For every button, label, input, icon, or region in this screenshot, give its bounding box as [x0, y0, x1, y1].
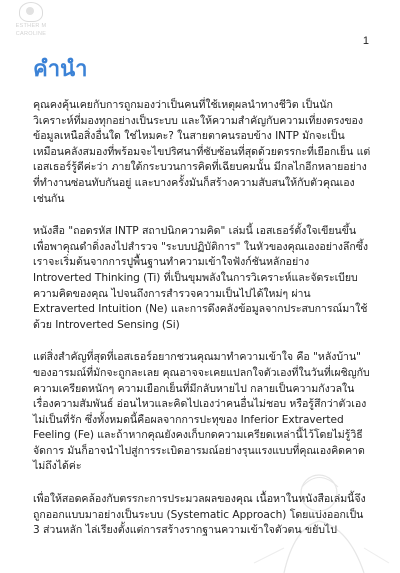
paragraph-1: คุณคงคุ้นเคยกับการถูกมองว่าเป็นคนที่ใช้เหตุผลนำทางชีวิต เป็นนักวิเคราะห์ที่มองทุกอย่างเป็นระบบ และให้ความสำคัญกับความเที่ยงตรงของข้อมูลเหนือสิ่งอื่นใด ใช่ไหมคะ? ในสายตาคนรอบข้าง INTP มักจะเป็นเหมือนคลังสมองที่พร้อมจะไขปริศนาที่ซับซ้อนที่สุดด้วยตรรกะที่เยือกเย็น แต่เอสเธอร์รู้ดีค่ะว่า ภายใต้กระบวนการคิดที่เฉียบคมนั้น มีกลไกอีกหลายอย่างที่ทำงานซ่อนทับกันอยู่ และบางครั้งมันก็สร้างความสับสนให้กับตัวคุณเองเช่นกัน: [33, 99, 371, 205]
page-title: คำนำ: [33, 57, 88, 82]
paragraph-2: หนังสือ "ถอดรหัส INTP สถาปนิกความคิด" เล่มนี้ เอสเธอร์ตั้งใจเขียนขึ้นเพื่อพาคุณดำดิ่งลงไปสำรวจ "ระบบปฏิบัติการ" ในหัวของคุณเองอย่างลึกซึ้ง เราจะเริ่มต้นจากการปูพื้นฐานทำความเข้าใจฟังก์ชันหลักอย่าง Introverted Thinking (Ti) ที่เป็นขุมพลังในการวิเคราะห์และจัดระเบียบความคิดของคุณ ไปจนถึงการสำรวจความเป็นไปได้ใหม่ๆ ผ่าน Extraverted Intuition (Ne) และการดึงคลังข้อมูลจากประสบการณ์มาใช้ด้วย Introverted Sensing (Si): [33, 225, 368, 331]
logo-text-line2: CAROLINE: [15, 30, 47, 37]
page-number: 1: [362, 35, 369, 47]
brand-logo: [4, 2, 58, 37]
logo-icon: [19, 2, 43, 22]
logo-text-line1: ESTHER M: [15, 23, 47, 29]
paragraph-3: แต่สิ่งสำคัญที่สุดที่เอสเธอร์อยากชวนคุณมาทำความเข้าใจ คือ "หลังบ้าน" ของอารมณ์ที่มักจะถูกละเลย คุณอาจจะเคยแปลกใจตัวเองที่ในวันที่เผชิญกับความเครียดหนักๆ ความเยือกเย็นที่มีกลับหายไป กลายเป็นความกังวลในเรื่องความสัมพันธ์ อ่อนไหวและคิดไปเองว่าคนอื่นไม่ชอบ หรือรู้สึกว่าตัวเองไม่เป็นที่รัก ซึ่งทั้งหมดนี้คือผลจากการปะทุของ Inferior Extraverted Feeling (Fe) และถ้าหากคุณยังคงเก็บกดความเครียดเหล่านี้ไว้โดยไม่รู้วิธีจัดการ มันก็อาจนำไปสู่การระเบิดอารมณ์อย่างรุนแรงแบบที่คุณเองคิดคาดไม่ถึงได้ค่ะ: [33, 351, 370, 473]
body-text: [33, 98, 371, 556]
paragraph-4: เพื่อให้สอดคล้องกับตรรกะการประมวลผลของคุณ เนื้อหาในหนังสือเล่มนี้จึงถูกออกแบบมาอย่างเป็นระบบ (Systematic Approach) โดยแบ่งออกเป็น 3 ส่วนหลัก ไล่เรียงตั้งแต่การสร้างรากฐานความเข้าใจตัวตน ขยับไป: [33, 493, 366, 537]
